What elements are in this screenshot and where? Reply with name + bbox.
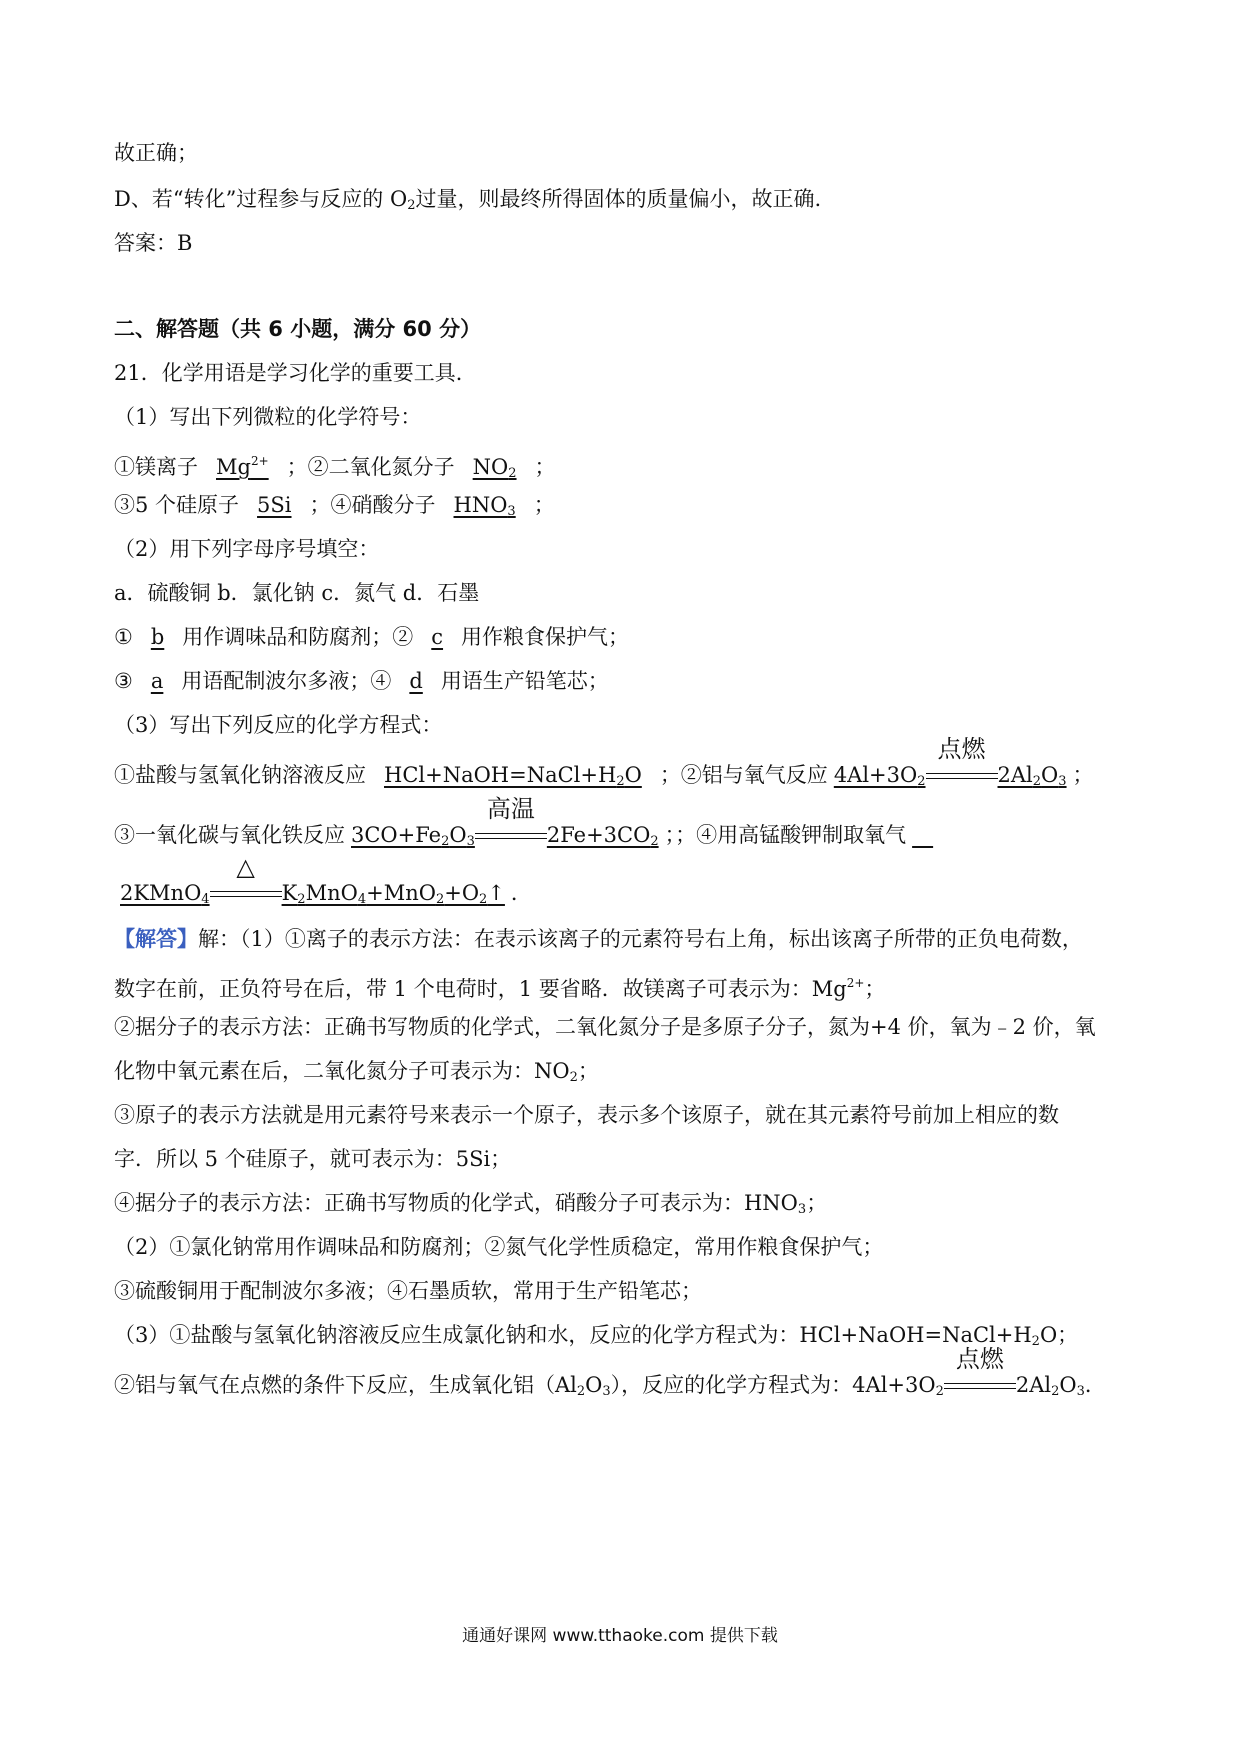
solution-line: ④据分子的表示方法：正确书写物质的化学式，硝酸分子可表示为：$HNO_3$；	[114, 1191, 828, 1217]
subquestion-2: （2）用下列字母序号填空：	[114, 537, 380, 561]
solution-line: 化物中氧元素在后，二氧化氮分子可表示为：$NO_2$；	[114, 1059, 599, 1085]
solution-line: （3）①盐酸与氢氧化钠溶液反应生成氯化钠和水，反应的化学方程式为：$HCl+NaOH=NaCl+H_2O$；	[114, 1323, 1079, 1349]
answer-blank: a	[150, 669, 164, 693]
subquestion-3: （3）写出下列反应的化学方程式：	[114, 713, 443, 737]
answer-blank: b	[150, 625, 165, 649]
answer-row-3: ① b 用作调味品和防腐剂；② c 用作粮食保护气；	[114, 625, 630, 649]
equation-blank: $3CO+Fe_2O_3$ 高温 $2Fe+3CO_2$	[351, 795, 659, 849]
solution-line: 【解答】解：（1）①离子的表示方法：在表示该离子的元素符号右上角，标出该离子所带的正负电荷数，	[114, 926, 1083, 951]
solution-line: ②铝与氧气在点燃的条件下反应，生成氧化铝$(Al_2O_3)$，反应的化学方程式为：$4Al+3O_2$ 点燃 $2Al_2O_3$．	[114, 1345, 1106, 1399]
reaction-condition-arrow: 点燃	[926, 760, 998, 790]
equation-row-3: 2KMnO$_4$ △ $K_2MnO_4+MnO_2+O_2↑$ ．	[114, 878, 532, 915]
solution-line: ③原子的表示方法就是用元素符号来表示一个原子，表示多个该原子，就在其元素符号前加上相应的数	[114, 1103, 1059, 1127]
answer-blank: c	[431, 625, 444, 649]
answer-line: 答案：B	[114, 231, 193, 255]
reaction-condition-arrow: △	[210, 878, 282, 908]
answer-blank: d	[409, 669, 423, 693]
page-footer: 通通好课网 www.tthaoke.com 提供下载	[462, 1626, 778, 1646]
solution-line: ③硫酸铜用于配制波尔多液；④石墨质软，常用于生产铅笔芯；	[114, 1279, 702, 1303]
text-line: D、若“转化”过程参与反应的 $O_2$过量，则最终所得固体的质量偏小，故正确.	[114, 187, 822, 213]
section-heading: 二、解答题（共 6 小题，满分 60 分）	[114, 317, 482, 341]
subquestion-1: （1）写出下列微粒的化学符号：	[114, 405, 422, 429]
equation-blank	[906, 823, 939, 847]
text-line: 故正确；	[114, 141, 198, 165]
question-title: 21．化学用语是学习化学的重要工具．	[114, 361, 477, 385]
answer-row-2: ③5 个硅原子 5Si ；④硝酸分子 $HNO_3$ ；	[114, 493, 555, 519]
answer-blank: $Mg^{2+}$	[216, 454, 269, 479]
solution-line: 数字在前，正负符号在后，带 1 个电荷时，1 要省略．故镁离子可表示为：$Mg^{2+}$；	[114, 976, 886, 1001]
reaction-condition-arrow: 高温	[475, 820, 547, 850]
equation-row-2: ③一氧化碳与氧化铁反应 $3CO+Fe_2O_3$ 高温 $2Fe+3CO_2$ ；；④用高锰酸钾制取氧气	[114, 820, 939, 857]
equation-blank: $4Al+3O_2$ 点燃 $2Al_2O_3$	[833, 735, 1067, 789]
equation-row-1: ①盐酸与氢氧化钠溶液反应 $HCl+NaOH=NaCl+H_2O$ ；②铝与氧气反应 $4Al+3O_2$ 点燃 $2Al_2O_3$ ；	[114, 735, 1094, 789]
solution-tag: 【解答】	[114, 926, 198, 951]
equation-blank: $HCl+NaOH=NaCl+H_2O$	[384, 763, 642, 789]
solution-line: 字．所以 5 个硅原子，就可表示为：5Si；	[114, 1147, 512, 1171]
answer-blank: 5Si	[257, 493, 292, 517]
answer-row-4: ③ a 用语配制波尔多液；④ d 用语生产铅笔芯；	[114, 669, 609, 693]
answer-row-1: ①镁离子 $Mg^{2+}$ ；②二氧化氮分子 $NO_2$ ；	[114, 454, 556, 481]
answer-blank: $NO_2$	[472, 455, 517, 481]
equation-blank: 2KMnO$_4$ △ $K_2MnO_4+MnO_2+O_2↑$	[120, 853, 505, 907]
options-line: a．硫酸铜 b．氯化钠 c．氮气 d．石墨	[114, 581, 480, 605]
solution-line: ②据分子的表示方法：正确书写物质的化学式，二氧化氮分子是多原子分子，氮为+4 价，氧为﹣2 价，氧	[114, 1015, 1096, 1039]
solution-line: （2）①氯化钠常用作调味品和防腐剂；②氮气化学性质稳定，常用作粮食保护气；	[114, 1235, 884, 1259]
reaction-condition-arrow: 点燃	[944, 1370, 1016, 1400]
answer-blank: $HNO_3$	[453, 493, 516, 519]
